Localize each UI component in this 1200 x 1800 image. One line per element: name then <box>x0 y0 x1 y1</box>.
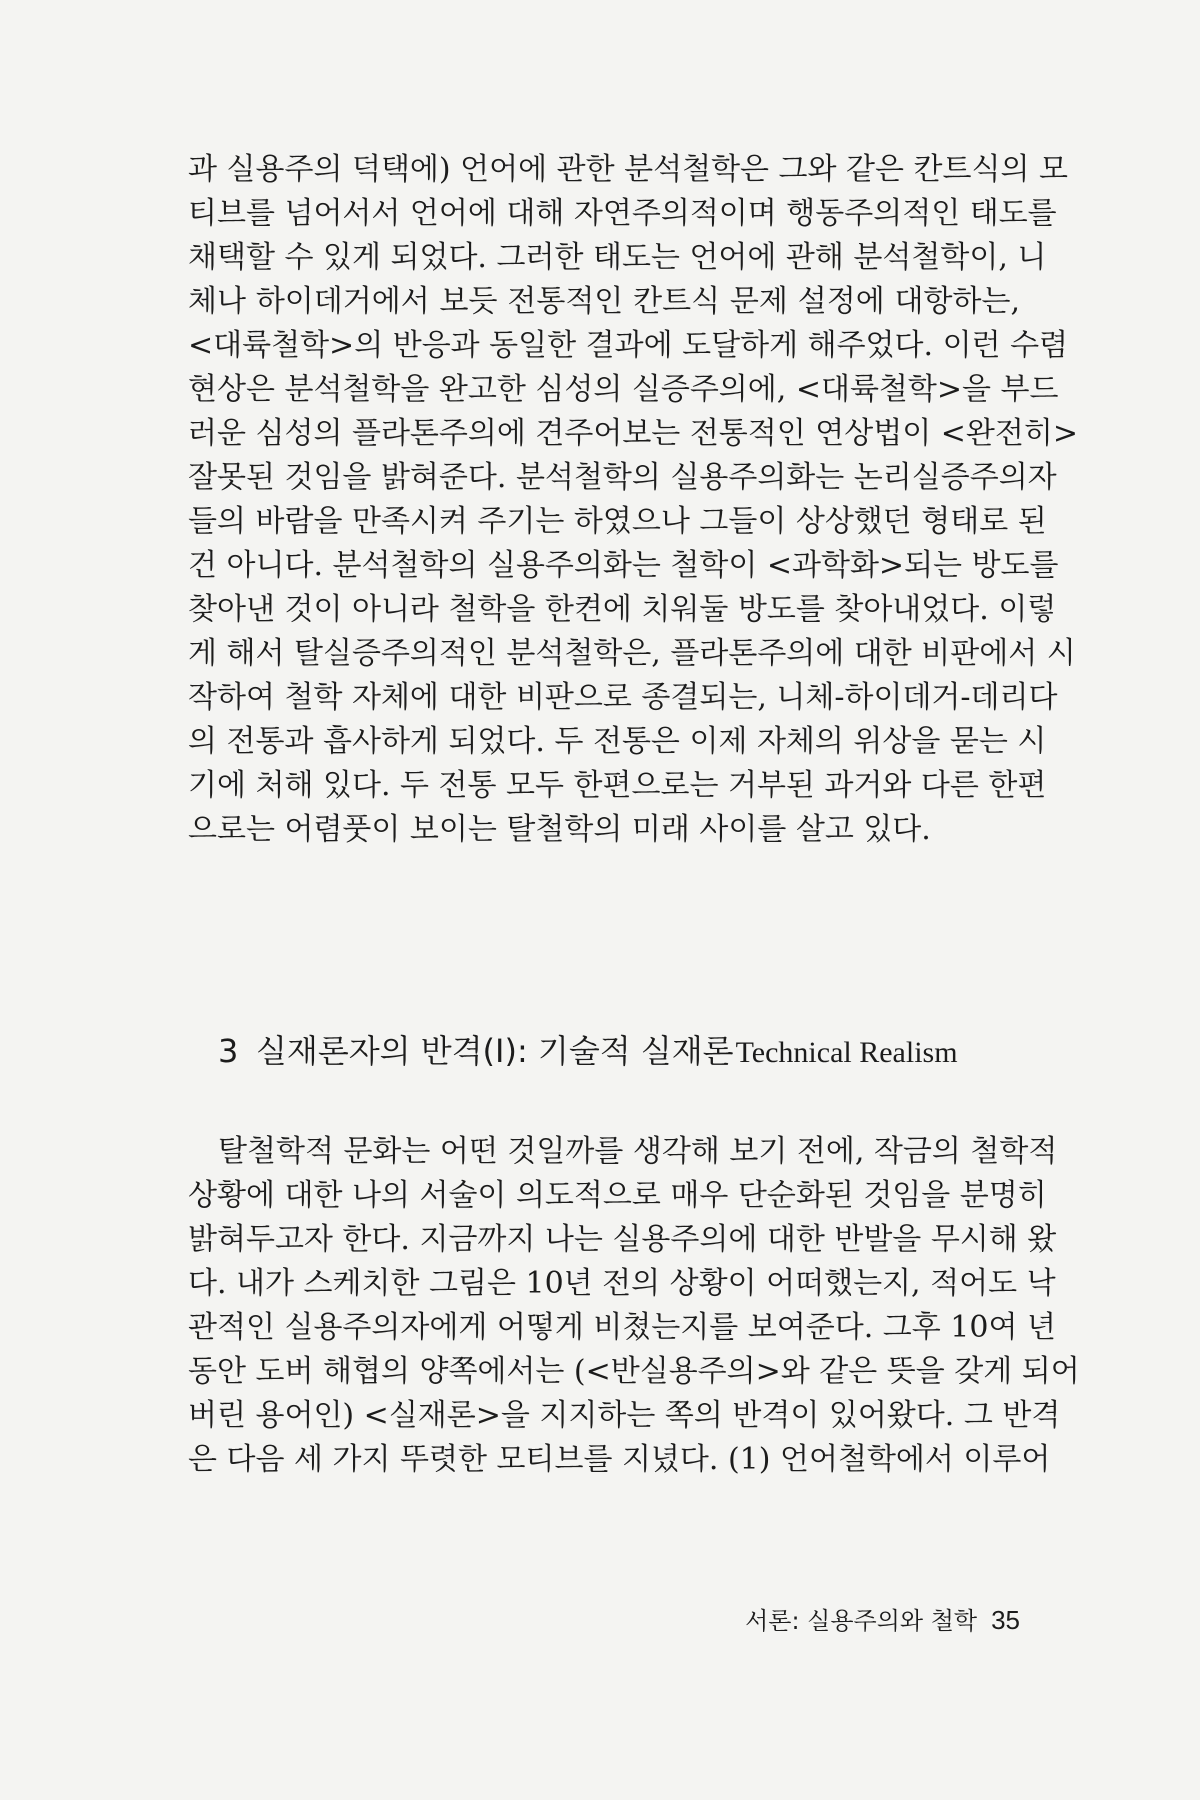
text-line: 동안 도버 해협의 양쪽에서는 (<반실용주의>와 같은 뜻을 갖게 되어 <box>188 1354 1080 1389</box>
section-heading <box>218 1026 1020 1076</box>
section-number: 3 <box>218 1032 239 1070</box>
section-title-korean: 실재론자의 반격(I): 기술적 실재론 <box>256 1032 734 1070</box>
text-line: 체나 하이데거에서 보듯 전통적인 칸트식 문제 설정에 대항하는, <box>188 284 1020 319</box>
text-line: 찾아낸 것이 아니라 철학을 한켠에 치워둘 방도를 찾아내었다. 이렇 <box>188 592 1057 627</box>
text-line: 관적인 실용주의자에게 어떻게 비쳤는지를 보여준다. 그후 10여 년 <box>188 1310 1056 1345</box>
section-title-english: Technical Realism <box>735 1036 958 1069</box>
text-line: 게 해서 탈실증주의적인 분석철학은, 플라톤주의에 대한 비판에서 시 <box>188 636 1076 671</box>
text-line: 다. 내가 스케치한 그림은 10년 전의 상황이 어떠했는지, 적어도 낙 <box>188 1266 1056 1301</box>
text-line: 과 실용주의 덕택에) 언어에 관한 분석철학은 그와 같은 칸트식의 모 <box>188 152 1068 187</box>
page-footer <box>720 1600 1020 1640</box>
text-line: <대륙철학>의 반응과 동일한 결과에 도달하게 해주었다. 이런 수렴 <box>188 328 1069 363</box>
text-line: 들의 바람을 만족시켜 주기는 하였으나 그들이 상상했던 형태로 된 <box>188 504 1047 539</box>
text-line: 현상은 분석철학을 완고한 심성의 실증주의에, <대륙철학>을 부드 <box>188 372 1059 407</box>
text-line: 밝혀두고자 한다. 지금까지 나는 실용주의에 대한 반발을 무시해 왔 <box>188 1222 1057 1257</box>
text-line: 건 아니다. 분석철학의 실용주의화는 철학이 <과학화>되는 방도를 <box>188 548 1059 583</box>
text-line: 의 전통과 흡사하게 되었다. 두 전통은 이제 자체의 위상을 묻는 시 <box>188 724 1047 759</box>
text-line: 채택할 수 있게 되었다. 그러한 태도는 언어에 관해 분석철학이, 니 <box>188 240 1047 275</box>
text-line: 잘못된 것임을 밝혀준다. 분석철학의 실용주의화는 논리실증주의자 <box>188 460 1057 495</box>
text-line: 티브를 넘어서서 언어에 대해 자연주의적이며 행동주의적인 태도를 <box>188 196 1057 231</box>
text-line: 상황에 대한 나의 서술이 의도적으로 매우 단순화된 것임을 분명히 <box>188 1178 1047 1213</box>
text-line: 작하여 철학 자체에 대한 비판으로 종결되는, 니체-하이데거-데리다 <box>188 680 1058 715</box>
running-title: 서론: 실용주의와 철학 <box>745 1607 978 1635</box>
page-number: 35 <box>991 1605 1020 1635</box>
text-line: 탈철학적 문화는 어떤 것일까를 생각해 보기 전에, 작금의 철학적 <box>218 1134 1058 1169</box>
text-line: 으로는 어렴풋이 보이는 탈철학의 미래 사이를 살고 있다. <box>188 812 931 847</box>
text-line: 은 다음 세 가지 뚜렷한 모티브를 지녔다. (1) 언어철학에서 이루어 <box>188 1442 1051 1477</box>
text-line: 버린 용어인) <실재론>을 지지하는 쪽의 반격이 있어왔다. 그 반격 <box>188 1398 1061 1433</box>
text-line: 러운 심성의 플라톤주의에 견주어보는 전통적인 연상법이 <완전히> <box>188 416 1078 451</box>
text-line: 기에 처해 있다. 두 전통 모두 한편으로는 거부된 과거와 다른 한편 <box>188 768 1047 803</box>
